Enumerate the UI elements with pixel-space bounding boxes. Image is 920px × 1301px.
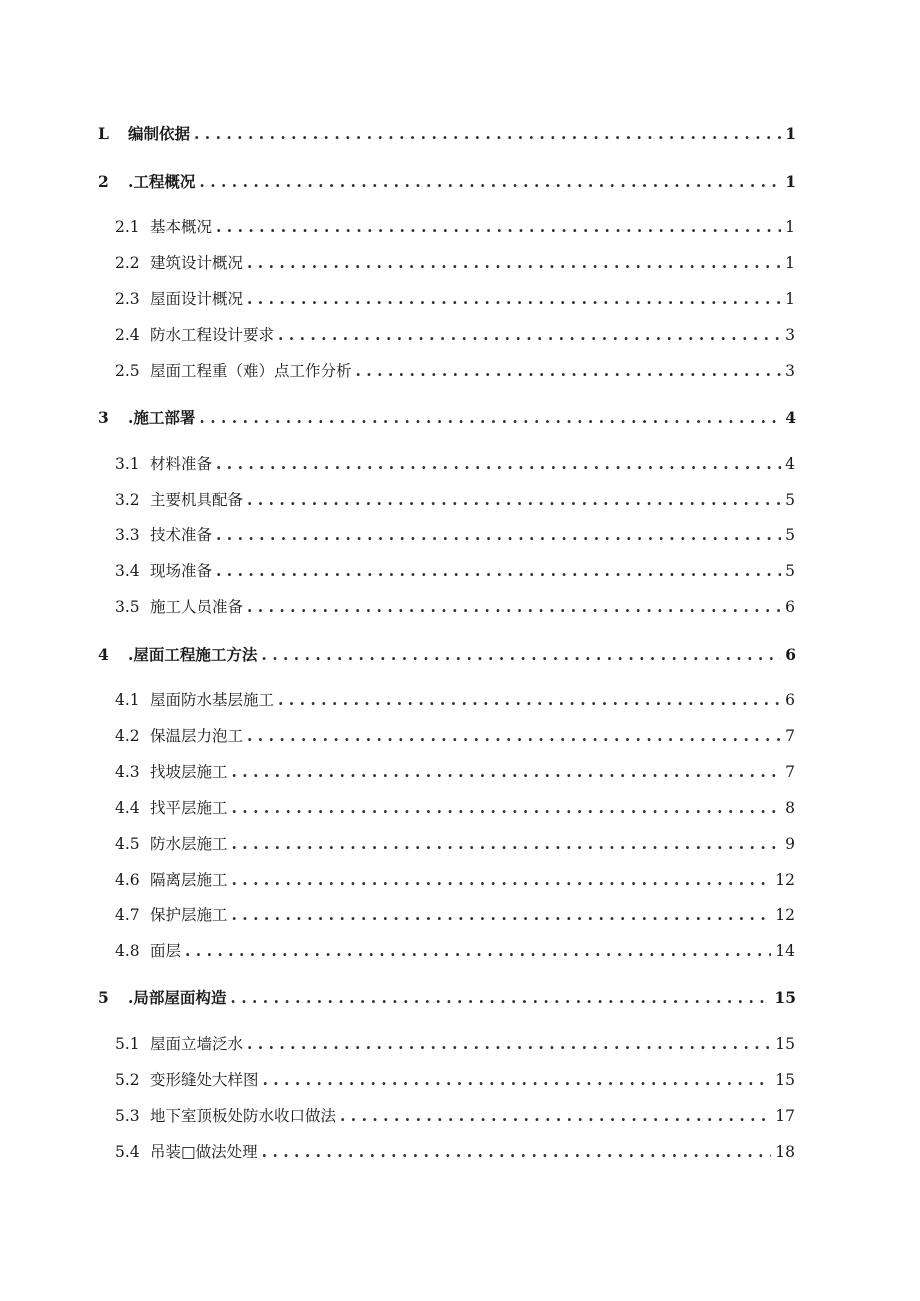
toc-entry-4-2[interactable] [115,726,795,746]
toc-entry-number: 3.5 [115,598,140,616]
toc-entry-number: 2.3 [115,290,140,308]
toc-entry-number: 4.3 [115,763,140,781]
toc-entry-5-1[interactable] [115,1034,795,1054]
toc-entry-title: 吊装□做法处理 [150,1143,258,1161]
toc-entry-3-4[interactable] [115,561,795,581]
toc-entry-page: 4 [785,455,795,473]
toc-dot-leader [247,1034,771,1054]
toc-entry-number: 2 [98,172,109,191]
toc-entry-number: 4.8 [115,942,140,960]
toc-entry-2-4[interactable] [115,325,795,345]
toc-entry-1[interactable] [98,124,796,144]
toc-dot-leader [262,1142,772,1162]
toc-entry-number: 3.2 [115,491,140,509]
toc-entry-2-2[interactable] [115,253,795,273]
toc-entry-title: 建筑设计概况 [150,254,244,272]
toc-entry-number: 3.1 [115,455,140,473]
toc-dot-leader [199,172,781,192]
toc-entry-number: 5.2 [115,1071,140,1089]
toc-entry-number: 5.1 [115,1035,140,1053]
toc-entry-5[interactable] [98,988,796,1008]
toc-entry-page: 7 [785,727,795,745]
toc-entry-title: 保护层施工 [150,906,228,924]
toc-entry-page: 15 [774,988,796,1007]
toc-entry-3-1[interactable] [115,454,795,474]
toc-entry-title: 隔离层施工 [150,871,228,889]
toc-dot-leader [216,561,781,581]
toc-entry-page: 5 [785,562,795,580]
toc-entry-number: 2.2 [115,254,140,272]
toc-entry-page: 6 [785,645,796,664]
toc-entry-page: 12 [775,871,795,889]
toc-dot-leader [216,525,781,545]
toc-entry-page: 1 [785,124,796,143]
toc-entry-number: 4.7 [115,906,140,924]
toc-entry-title: 屋面工程重（难）点工作分析 [150,362,352,380]
toc-entry-page: 7 [785,763,795,781]
toc-dot-leader [247,490,781,510]
toc-entry-page: 5 [785,491,795,509]
toc-entry-4[interactable] [98,645,796,665]
toc-entry-title: 地下室顶板处防水收口做法 [150,1107,337,1125]
toc-entry-title: 保温层力泡工 [150,727,244,745]
toc-entry-number: 3.4 [115,562,140,580]
toc-entry-number: 4.5 [115,835,140,853]
toc-entry-number: 4.6 [115,871,140,889]
toc-entry-title: 防水层施工 [150,835,228,853]
toc-entry-page: 5 [785,526,795,544]
toc-dot-leader [278,325,781,345]
toc-entry-2-5[interactable] [115,361,795,381]
toc-entry-page: 8 [785,799,795,817]
toc-entry-page: 15 [775,1071,795,1089]
toc-dot-leader [232,798,782,818]
toc-dot-leader [185,941,771,961]
toc-entry-5-4[interactable] [115,1142,795,1162]
toc-entry-title: 基本概况 [150,218,213,236]
toc-dot-leader [232,870,772,890]
toc-entry-title: .局部屋面构造 [128,988,227,1007]
toc-dot-leader [356,361,782,381]
toc-entry-page: 15 [775,1035,795,1053]
toc-dot-leader [247,597,781,617]
toc-entry-number: 2.4 [115,326,140,344]
toc-dot-leader [247,289,781,309]
toc-entry-4-6[interactable] [115,870,795,890]
toc-entry-number: 4.4 [115,799,140,817]
toc-entry-page: 6 [785,691,795,709]
toc-entry-title: 编制依据 [128,124,191,143]
toc-entry-title: 现场准备 [150,562,213,580]
toc-entry-title: 找坡层施工 [150,763,228,781]
toc-entry-title: 屋面立墙泛水 [150,1035,244,1053]
toc-dot-leader [247,726,781,746]
toc-dot-leader [232,762,782,782]
toc-dot-leader [194,124,781,144]
toc-entry-number: 4.1 [115,691,140,709]
toc-dot-leader [216,454,781,474]
toc-entry-title: .施工部署 [128,408,196,427]
toc-entry-5-3[interactable] [115,1106,795,1126]
toc-entry-number: 4 [98,645,109,664]
toc-entry-title: 屋面防水基层施工 [150,691,275,709]
toc-entry-title: .工程概况 [128,172,196,191]
toc-entry-page: 1 [785,254,795,272]
toc-entry-4-8[interactable] [115,941,795,961]
toc-entry-title: 屋面设计概况 [150,290,244,308]
toc-entry-3-5[interactable] [115,597,795,617]
toc-entry-3[interactable] [98,408,796,428]
toc-entry-2-1[interactable] [115,217,795,237]
toc-entry-number: 5 [98,988,109,1007]
toc-entry-number: 5.3 [115,1107,140,1125]
toc-entry-4-7[interactable] [115,905,795,925]
toc-entry-5-2[interactable] [115,1070,795,1090]
toc-dot-leader [340,1106,771,1126]
toc-dot-leader [261,645,781,665]
toc-dot-leader [230,988,770,1008]
toc-entry-4-1[interactable] [115,690,795,710]
toc-entry-title: 面层 [150,942,182,960]
toc-entry-title: 技术准备 [150,526,213,544]
toc-dot-leader [232,834,782,854]
toc-entry-page: 1 [785,172,796,191]
toc-entry-page: 1 [785,290,795,308]
toc-entry-title: 变形缝处大样图 [150,1071,259,1089]
toc-entry-number: 5.4 [115,1143,140,1161]
toc-entry-page: 17 [775,1107,795,1125]
toc-dot-leader [216,217,781,237]
toc-entry-title: .屋面工程施工方法 [128,645,258,664]
toc-entry-number: 3 [98,408,109,427]
toc-entry-title: 主要机具配备 [150,491,244,509]
toc-entry-number: L [98,124,109,143]
toc-entry-title: 找平层施工 [150,799,228,817]
toc-dot-leader [232,905,772,925]
toc-entry-title: 防水工程设计要求 [150,326,275,344]
toc-entry-number: 3.3 [115,526,140,544]
toc-entry-page: 9 [785,835,795,853]
toc-dot-leader [263,1070,772,1090]
toc-entry-number: 2.1 [115,218,140,236]
toc-entry-page: 3 [785,362,795,380]
toc-dot-leader [199,408,781,428]
toc-entry-4-4[interactable] [115,798,795,818]
toc-entry-page: 4 [785,408,796,427]
toc-entry-number: 2.5 [115,362,140,380]
toc-entry-3-2[interactable] [115,490,795,510]
toc-entry-3-3[interactable] [115,525,795,545]
toc-entry-2[interactable] [98,172,796,192]
toc-entry-page: 1 [785,218,795,236]
toc-entry-4-3[interactable] [115,762,795,782]
toc-dot-leader [247,253,781,273]
toc-entry-page: 18 [775,1143,795,1161]
toc-entry-title: 施工人员准备 [150,598,244,616]
toc-dot-leader [278,690,781,710]
toc-entry-page: 14 [775,942,795,960]
toc-entry-title: 材料准备 [150,455,213,473]
toc-entry-number: 4.2 [115,727,140,745]
toc-entry-page: 3 [785,326,795,344]
toc-entry-4-5[interactable] [115,834,795,854]
toc-entry-2-3[interactable] [115,289,795,309]
toc-entry-page: 12 [775,906,795,924]
toc-entry-page: 6 [785,598,795,616]
